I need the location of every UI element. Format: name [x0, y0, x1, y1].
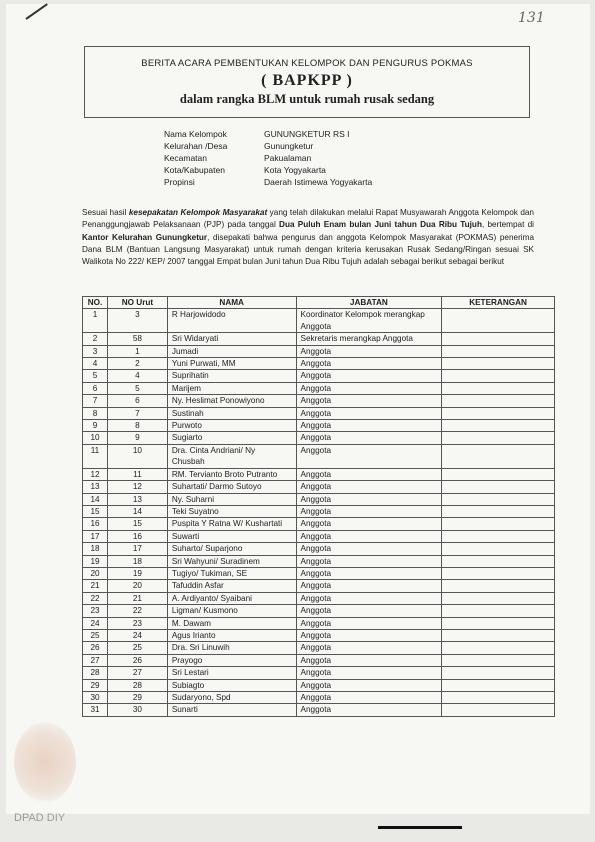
- info-value: Gunungketur: [264, 141, 314, 151]
- cell-jabatan: Sekretaris merangkap Anggota: [296, 333, 442, 345]
- cell-no-urut: 8: [107, 420, 167, 432]
- cell-no: 13: [83, 481, 108, 493]
- info-value: GUNUNGKETUR RS I: [264, 129, 350, 139]
- cell-keterangan: [442, 592, 555, 604]
- cell-no: 26: [83, 642, 108, 654]
- title-line-1: BERITA ACARA PEMBENTUKAN KELOMPOK DAN PENGURUS POKMAS: [141, 58, 473, 69]
- cell-keterangan: [442, 679, 555, 691]
- cell-jabatan: Anggota: [296, 704, 442, 716]
- cell-nama: Sri Lestari: [167, 667, 296, 679]
- cell-no-urut: 24: [107, 629, 167, 641]
- cell-nama: Suhartati/ Darmo Sutoyo: [167, 481, 296, 493]
- table-row: [83, 309, 555, 333]
- cell-no-urut: 10: [107, 444, 167, 468]
- cell-keterangan: [442, 309, 555, 333]
- cell-no-urut: 19: [107, 567, 167, 579]
- header-nama: NAMA: [167, 297, 296, 309]
- cell-no: 18: [83, 543, 108, 555]
- cell-no: 1: [83, 309, 108, 333]
- cell-no: 4: [83, 358, 108, 370]
- cell-nama: M. Dawam: [167, 617, 296, 629]
- cell-no-urut: 25: [107, 642, 167, 654]
- cell-keterangan: [442, 543, 555, 555]
- paragraph-text: Sesuai hasil: [82, 208, 129, 217]
- cell-nama: Subiagto: [167, 679, 296, 691]
- paragraph-bold: Kantor Kelurahan Gunungketur: [82, 232, 208, 242]
- cell-no-urut: 15: [107, 518, 167, 530]
- paragraph-text: , disepakati bahwa pengurus dan anggota Kelompok Masyarakat (POKMAS) penerima Dana BLM (Bantuan Langsung Masyarakat) untuk rumah dengan kriteria kerusakan Rusak Sedang/Ringan sesuai SK Walikota No 222/ KEP/ 2007 tanggal Empat bulan Juni tahun Dua Ribu Tujuh adalah sebagai berikut sebagai berikut: [82, 232, 534, 267]
- cell-jabatan: Anggota: [296, 555, 442, 567]
- table-row: [83, 605, 555, 617]
- info-label: Kota/Kabupaten: [164, 165, 225, 175]
- cell-jabatan: Anggota: [296, 407, 442, 419]
- cell-no: 31: [83, 704, 108, 716]
- cell-jabatan: Anggota: [296, 642, 442, 654]
- cell-keterangan: [442, 605, 555, 617]
- cell-no: 23: [83, 605, 108, 617]
- table-row: [83, 345, 555, 357]
- cell-jabatan: Anggota: [296, 629, 442, 641]
- cell-keterangan: [442, 555, 555, 567]
- cell-jabatan: Anggota: [296, 580, 442, 592]
- cell-no: 8: [83, 407, 108, 419]
- table-row: [83, 382, 555, 394]
- table-row: [83, 704, 555, 716]
- page-number: 131: [518, 10, 545, 26]
- cell-jabatan: Anggota: [296, 481, 442, 493]
- cell-keterangan: [442, 642, 555, 654]
- pen-mark: [25, 3, 47, 20]
- table-row: [83, 481, 555, 493]
- info-row: [164, 152, 372, 164]
- cell-jabatan: Anggota: [296, 530, 442, 542]
- info-label: Kecamatan: [164, 153, 207, 163]
- table-row: [83, 667, 555, 679]
- cell-jabatan: Anggota: [296, 395, 442, 407]
- cell-no-urut: 23: [107, 617, 167, 629]
- table-row: [83, 580, 555, 592]
- cell-no-urut: 27: [107, 667, 167, 679]
- cell-keterangan: [442, 432, 555, 444]
- cell-nama: Marijem: [167, 382, 296, 394]
- cell-jabatan: Anggota: [296, 505, 442, 517]
- cell-jabatan: Koordinator Kelompok merangkap Anggota: [296, 309, 442, 333]
- info-label: Nama Kelompok: [164, 129, 227, 139]
- cell-nama: RM. Tervianto Broto Putranto: [167, 468, 296, 480]
- paragraph-text: yang telah dilakukan melalui Rapat Musyawarah Anggota Kelompok dan Penanggungjawab Pelaksanaan (PJP) pada tanggal: [82, 208, 534, 230]
- cell-jabatan: Anggota: [296, 493, 442, 505]
- cell-jabatan: Anggota: [296, 592, 442, 604]
- cell-nama: Prayogo: [167, 654, 296, 666]
- header-no: NO.: [83, 297, 108, 309]
- cell-jabatan: Anggota: [296, 382, 442, 394]
- table-row: [83, 468, 555, 480]
- cell-no-urut: 7: [107, 407, 167, 419]
- cell-no-urut: 58: [107, 333, 167, 345]
- cell-nama: Suharto/ Suparjono: [167, 543, 296, 555]
- cell-no: 22: [83, 592, 108, 604]
- info-label: Kelurahan /Desa: [164, 141, 228, 151]
- cell-no: 15: [83, 505, 108, 517]
- cell-no-urut: 29: [107, 692, 167, 704]
- cell-jabatan: Anggota: [296, 543, 442, 555]
- info-label: Propinsi: [164, 177, 195, 187]
- cell-nama: A. Ardiyanto/ Syaibani: [167, 592, 296, 604]
- cell-nama: Tugiyo/ Tukiman, SE: [167, 567, 296, 579]
- cell-nama: Suwarti: [167, 530, 296, 542]
- table-row: [83, 555, 555, 567]
- cell-nama: Sugiarto: [167, 432, 296, 444]
- cell-no-urut: 21: [107, 592, 167, 604]
- table-row: [83, 629, 555, 641]
- cell-nama: Agus Irianto: [167, 629, 296, 641]
- cell-no-urut: 4: [107, 370, 167, 382]
- info-block: [164, 128, 372, 188]
- cell-keterangan: [442, 654, 555, 666]
- table-row: [83, 444, 555, 468]
- table-row: [83, 567, 555, 579]
- cell-nama: Dra. Sri Linuwih: [167, 642, 296, 654]
- table-row: [83, 543, 555, 555]
- table-row: [83, 518, 555, 530]
- cell-keterangan: [442, 567, 555, 579]
- table-row: [83, 358, 555, 370]
- paragraph-bold: kesepakatan Kelompok Masyarakat: [128, 208, 268, 217]
- cell-jabatan: Anggota: [296, 617, 442, 629]
- cell-no-urut: 3: [107, 309, 167, 333]
- cell-no: 7: [83, 395, 108, 407]
- cell-no: 28: [83, 667, 108, 679]
- info-row: [164, 164, 372, 176]
- cell-no: 29: [83, 679, 108, 691]
- table-row: [83, 432, 555, 444]
- cell-nama: Tafuddin Asfar: [167, 580, 296, 592]
- info-row: [164, 128, 372, 140]
- info-value: Pakualaman: [264, 153, 312, 163]
- cell-nama: R Harjowidodo: [167, 309, 296, 333]
- cell-no: 2: [83, 333, 108, 345]
- cell-no-urut: 14: [107, 505, 167, 517]
- header-no-urut: NO Urut: [107, 297, 167, 309]
- cell-no-urut: 22: [107, 605, 167, 617]
- cell-keterangan: [442, 420, 555, 432]
- cell-no: 21: [83, 580, 108, 592]
- cell-nama: Yuni Purwati, MM: [167, 358, 296, 370]
- cell-no-urut: 30: [107, 704, 167, 716]
- cell-jabatan: Anggota: [296, 370, 442, 382]
- cell-keterangan: [442, 481, 555, 493]
- cell-no: 17: [83, 530, 108, 542]
- cell-keterangan: [442, 468, 555, 480]
- cell-no: 14: [83, 493, 108, 505]
- cell-no: 16: [83, 518, 108, 530]
- official-stamp: [14, 722, 76, 802]
- cell-nama: Ny. Heslimat Ponowiyono: [167, 395, 296, 407]
- cell-nama: Sri Widaryati: [167, 333, 296, 345]
- cell-keterangan: [442, 704, 555, 716]
- cell-no: 30: [83, 692, 108, 704]
- cell-jabatan: Anggota: [296, 654, 442, 666]
- table-row: [83, 493, 555, 505]
- cell-no-urut: 6: [107, 395, 167, 407]
- cell-nama: Sri Wahyuni/ Suradinem: [167, 555, 296, 567]
- info-row: [164, 140, 372, 152]
- cell-jabatan: Anggota: [296, 567, 442, 579]
- cell-no-urut: 16: [107, 530, 167, 542]
- cell-no: 3: [83, 345, 108, 357]
- cell-keterangan: [442, 692, 555, 704]
- cell-keterangan: [442, 580, 555, 592]
- cell-nama: Teki Suyatno: [167, 505, 296, 517]
- cell-keterangan: [442, 444, 555, 468]
- cell-nama: Sustinah: [167, 407, 296, 419]
- cell-nama: Puspita Y Ratna W/ Kushartati: [167, 518, 296, 530]
- cell-no: 10: [83, 432, 108, 444]
- cell-no-urut: 20: [107, 580, 167, 592]
- cell-no: 19: [83, 555, 108, 567]
- table-row: [83, 592, 555, 604]
- table-row: [83, 370, 555, 382]
- paragraph-bold: Dua Puluh Enam bulan Juni tahun Dua Ribu Tujuh: [279, 220, 482, 230]
- cell-keterangan: [442, 382, 555, 394]
- table-row: [83, 617, 555, 629]
- cell-jabatan: Anggota: [296, 420, 442, 432]
- cell-keterangan: [442, 370, 555, 382]
- cell-jabatan: Anggota: [296, 518, 442, 530]
- cell-jabatan: Anggota: [296, 667, 442, 679]
- cell-no: 12: [83, 468, 108, 480]
- cell-nama: Sudaryono, Spd: [167, 692, 296, 704]
- cell-no-urut: 28: [107, 679, 167, 691]
- paragraph-text: , bertempat di: [481, 220, 534, 230]
- cell-no: 25: [83, 629, 108, 641]
- cell-nama: Ny. Suharni: [167, 493, 296, 505]
- cell-jabatan: Anggota: [296, 692, 442, 704]
- table-row: [83, 407, 555, 419]
- footer-watermark: DPAD DIY: [14, 812, 66, 824]
- cell-jabatan: Anggota: [296, 444, 442, 468]
- cell-keterangan: [442, 617, 555, 629]
- cell-no-urut: 2: [107, 358, 167, 370]
- bottom-bar: [378, 826, 462, 829]
- cell-nama: Suprihatin: [167, 370, 296, 382]
- table-row: [83, 654, 555, 666]
- cell-keterangan: [442, 629, 555, 641]
- cell-nama: Ligman/ Kusmono: [167, 605, 296, 617]
- cell-jabatan: Anggota: [296, 358, 442, 370]
- cell-no: 11: [83, 444, 108, 468]
- cell-no: 24: [83, 617, 108, 629]
- info-value: Daerah Istimewa Yogyakarta: [264, 177, 373, 187]
- cell-no-urut: 26: [107, 654, 167, 666]
- table-row: [83, 530, 555, 542]
- cell-keterangan: [442, 505, 555, 517]
- cell-no: 20: [83, 567, 108, 579]
- cell-no-urut: 11: [107, 468, 167, 480]
- cell-jabatan: Anggota: [296, 468, 442, 480]
- cell-jabatan: Anggota: [296, 432, 442, 444]
- cell-no: 9: [83, 420, 108, 432]
- cell-keterangan: [442, 333, 555, 345]
- cell-no-urut: 5: [107, 382, 167, 394]
- cell-keterangan: [442, 493, 555, 505]
- cell-keterangan: [442, 518, 555, 530]
- table-row: [83, 420, 555, 432]
- cell-jabatan: Anggota: [296, 345, 442, 357]
- table-row: [83, 642, 555, 654]
- cell-no: 6: [83, 382, 108, 394]
- cell-jabatan: Anggota: [296, 679, 442, 691]
- cell-jabatan: Anggota: [296, 605, 442, 617]
- cell-nama: Sunarti: [167, 704, 296, 716]
- table-row: [83, 333, 555, 345]
- cell-keterangan: [442, 395, 555, 407]
- header-keterangan: KETERANGAN: [442, 297, 555, 309]
- title-line-2: ( BAPKPP ): [261, 72, 353, 89]
- cell-nama: Dra. Cinta Andriani/ Ny Chusbah: [167, 444, 296, 468]
- cell-keterangan: [442, 345, 555, 357]
- cell-nama: Jumadi: [167, 345, 296, 357]
- title-box: [84, 46, 530, 118]
- title-line-3: dalam rangka BLM untuk rumah rusak sedang: [179, 92, 435, 106]
- cell-keterangan: [442, 358, 555, 370]
- header-jabatan: JABATAN: [296, 297, 442, 309]
- members-table: [82, 296, 555, 717]
- table-row: [83, 395, 555, 407]
- table-row: [83, 679, 555, 691]
- table-body: [83, 309, 555, 716]
- cell-keterangan: [442, 407, 555, 419]
- cell-no-urut: 13: [107, 493, 167, 505]
- table-header-row: [83, 297, 555, 309]
- cell-no: 27: [83, 654, 108, 666]
- cell-no-urut: 17: [107, 543, 167, 555]
- cell-no-urut: 18: [107, 555, 167, 567]
- cell-no-urut: 1: [107, 345, 167, 357]
- cell-keterangan: [442, 667, 555, 679]
- cell-no-urut: 12: [107, 481, 167, 493]
- cell-nama: Purwoto: [167, 420, 296, 432]
- intro-paragraph: [82, 207, 534, 268]
- info-row: [164, 176, 372, 188]
- table-row: [83, 692, 555, 704]
- cell-keterangan: [442, 530, 555, 542]
- cell-no-urut: 9: [107, 432, 167, 444]
- info-value: Kota Yogyakarta: [264, 165, 326, 175]
- cell-no: 5: [83, 370, 108, 382]
- table-row: [83, 505, 555, 517]
